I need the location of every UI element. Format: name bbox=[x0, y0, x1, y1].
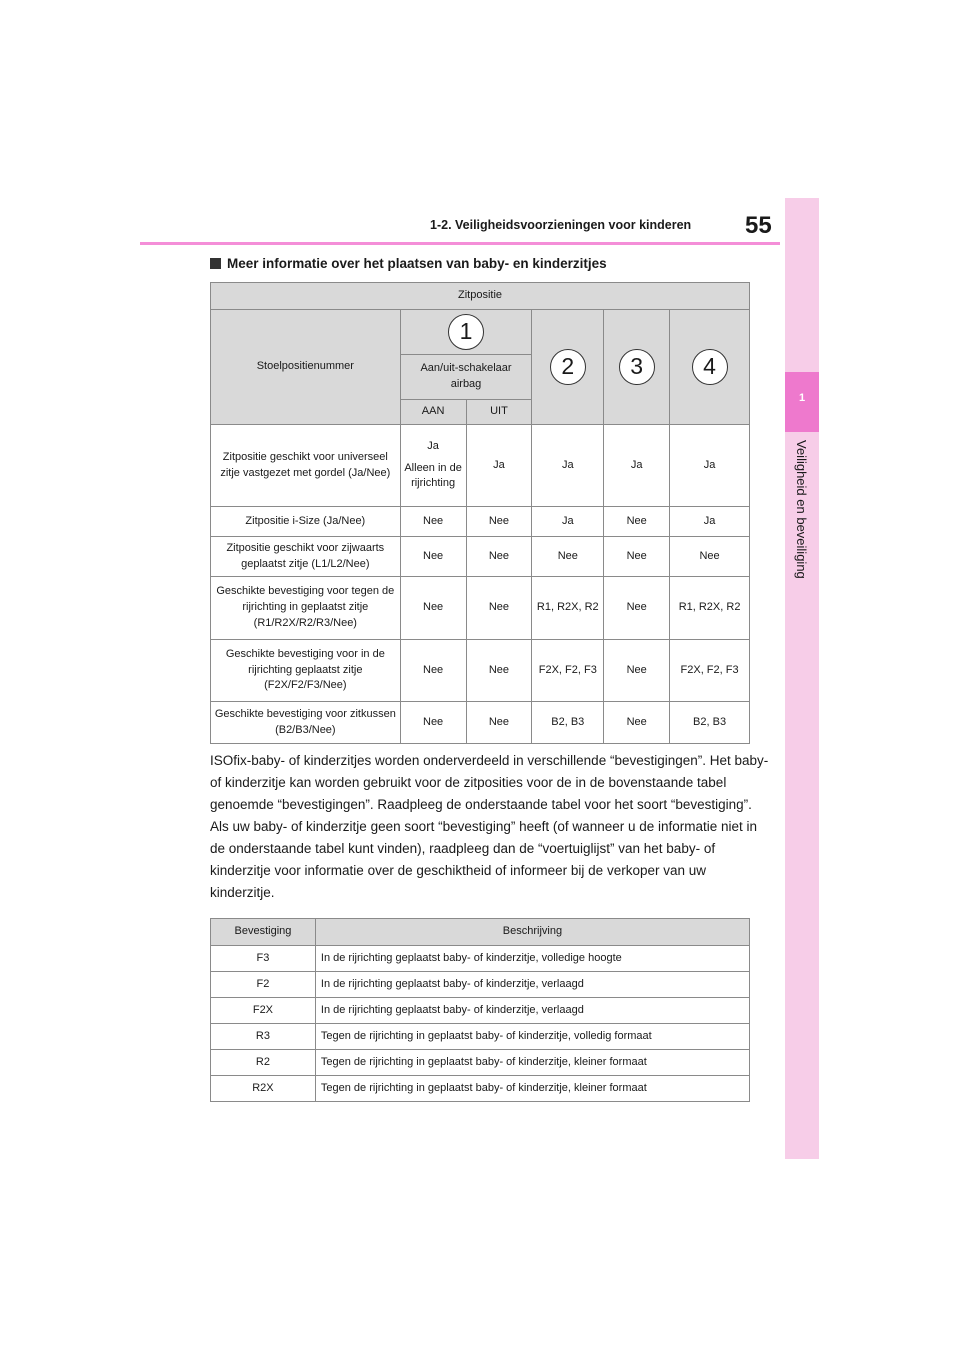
row-label: Zitpositie i-Size (Ja/Nee) bbox=[211, 507, 401, 537]
table-cell: B2, B3 bbox=[532, 702, 604, 744]
stoelpositienummer-header: Stoelpositienummer bbox=[211, 310, 401, 425]
table-cell: F2X, F2, F3 bbox=[532, 640, 604, 702]
table-cell: R1, R2X, R2 bbox=[532, 577, 604, 640]
cell-note: Alleen in de rijrichting bbox=[404, 461, 462, 490]
table-cell: Tegen de rijrichting in geplaatst baby- of kinderzitje, kleiner formaat bbox=[315, 1076, 749, 1102]
table-cell: Nee bbox=[466, 537, 532, 577]
uit-header: UIT bbox=[466, 400, 532, 425]
table-cell: R2 bbox=[211, 1050, 316, 1076]
seat-4-header bbox=[670, 310, 750, 425]
table-cell: Nee bbox=[466, 640, 532, 702]
seat-1-header bbox=[400, 310, 532, 355]
table-cell: Nee bbox=[466, 702, 532, 744]
row-label: Geschikte bevestiging voor zitkussen (B2/B3/Nee) bbox=[211, 702, 401, 744]
aan-header: AAN bbox=[400, 400, 466, 425]
table-cell: Ja bbox=[532, 507, 604, 537]
side-tab-label: Veiligheid en beveiliging bbox=[794, 440, 809, 579]
table-cell: Nee bbox=[532, 537, 604, 577]
table-cell: In de rijrichting geplaatst baby- of kinderzitje, volledige hoogte bbox=[315, 946, 749, 972]
table-row bbox=[211, 1050, 750, 1076]
table-cell: Ja bbox=[604, 425, 670, 507]
seat-position-table bbox=[210, 282, 750, 744]
table-cell: Nee bbox=[604, 577, 670, 640]
table-header: Bevestiging bbox=[211, 919, 316, 946]
body-text bbox=[210, 750, 770, 904]
paragraph: ISOfix-baby- of kinderzitjes worden onderverdeeld in verschillende “bevestigingen”. Het baby- of kinderzitje kan worden gebruikt voor de zitposities voor de in de bovenstaande tabel genoemde “bevestigingen”. Raadpleeg de onderstaande tabel voor het soort “bevestiging”. bbox=[210, 753, 769, 812]
table-cell: Nee bbox=[604, 507, 670, 537]
table-row bbox=[211, 972, 750, 998]
table-cell: Nee bbox=[400, 702, 466, 744]
chapter-title: 1-2. Veiligheidsvoorzieningen voor kinderen bbox=[430, 218, 692, 232]
table-cell bbox=[400, 425, 466, 507]
square-bullet-icon bbox=[210, 258, 221, 269]
section-heading bbox=[210, 256, 607, 271]
header-divider bbox=[140, 242, 780, 245]
table-cell: F2X bbox=[211, 998, 316, 1024]
table-cell: Nee bbox=[466, 577, 532, 640]
table-cell: Nee bbox=[400, 537, 466, 577]
table-row bbox=[211, 998, 750, 1024]
table-cell: In de rijrichting geplaatst baby- of kinderzitje, verlaagd bbox=[315, 998, 749, 1024]
row-label: Geschikte bevestiging voor tegen de rijrichting in geplaatst zitje (R1/R2X/R2/R3/Nee) bbox=[211, 577, 401, 640]
page-number: 55 bbox=[745, 212, 772, 239]
table-cell: Tegen de rijrichting in geplaatst baby- of kinderzitje, volledig formaat bbox=[315, 1024, 749, 1050]
table-cell: In de rijrichting geplaatst baby- of kinderzitje, verlaagd bbox=[315, 972, 749, 998]
table-row bbox=[211, 1076, 750, 1102]
table-cell: F3 bbox=[211, 946, 316, 972]
table-cell: Nee bbox=[400, 640, 466, 702]
seat-number-4: 4 bbox=[692, 349, 728, 385]
seat-number-2: 2 bbox=[550, 349, 586, 385]
table-cell: Nee bbox=[604, 640, 670, 702]
table-cell: Ja bbox=[670, 507, 750, 537]
paragraph: Als uw baby- of kinderzitje geen soort “bevestiging” heeft (of wanneer u de informatie niet in de onderstaande tabel kunt vinden), raadpleeg dan de “voertuiglijst” van het baby- of kinderzitje voor informatie over de geschiktheid of informeer bij de verkoper van uw kinderzitje. bbox=[210, 819, 758, 900]
table-cell: Nee bbox=[400, 507, 466, 537]
seat-number-1: 1 bbox=[448, 314, 484, 350]
side-tab bbox=[785, 198, 819, 1159]
table-cell: Ja bbox=[670, 425, 750, 507]
table-header: Beschrijving bbox=[315, 919, 749, 946]
table-cell: Nee bbox=[670, 537, 750, 577]
row-label: Zitpositie geschikt voor zijwaarts geplaatst zitje (L1/L2/Nee) bbox=[211, 537, 401, 577]
bevestiging-table bbox=[210, 918, 750, 1102]
side-tab-number: 1 bbox=[798, 392, 806, 404]
seat-3-header bbox=[604, 310, 670, 425]
zitpositie-header: Zitpositie bbox=[211, 283, 750, 310]
table-cell: Tegen de rijrichting in geplaatst baby- of kinderzitje, kleiner formaat bbox=[315, 1050, 749, 1076]
table-cell: B2, B3 bbox=[670, 702, 750, 744]
table-cell: Nee bbox=[466, 507, 532, 537]
seat-number-3: 3 bbox=[619, 349, 655, 385]
table-cell: Ja bbox=[532, 425, 604, 507]
cell-main: Ja bbox=[427, 439, 439, 452]
table-cell: F2 bbox=[211, 972, 316, 998]
table-cell: R1, R2X, R2 bbox=[670, 577, 750, 640]
table-cell: F2X, F2, F3 bbox=[670, 640, 750, 702]
table-cell: Ja bbox=[466, 425, 532, 507]
table-cell: R2X bbox=[211, 1076, 316, 1102]
table-row bbox=[211, 946, 750, 972]
row-label: Zitpositie geschikt voor universeel zitje vastgezet met gordel (Ja/Nee) bbox=[211, 425, 401, 507]
table-cell: Nee bbox=[400, 577, 466, 640]
table-cell: Nee bbox=[604, 537, 670, 577]
table-cell: R3 bbox=[211, 1024, 316, 1050]
section-heading-text: Meer informatie over het plaatsen van baby- en kinderzitjes bbox=[227, 256, 607, 271]
seat-2-header bbox=[532, 310, 604, 425]
row-label: Geschikte bevestiging voor in de rijrichting geplaatst zitje (F2X/F2/F3/Nee) bbox=[211, 640, 401, 702]
table-cell: Nee bbox=[604, 702, 670, 744]
table-row bbox=[211, 1024, 750, 1050]
airbag-switch-header: Aan/uit-schakelaar airbag bbox=[400, 355, 532, 400]
